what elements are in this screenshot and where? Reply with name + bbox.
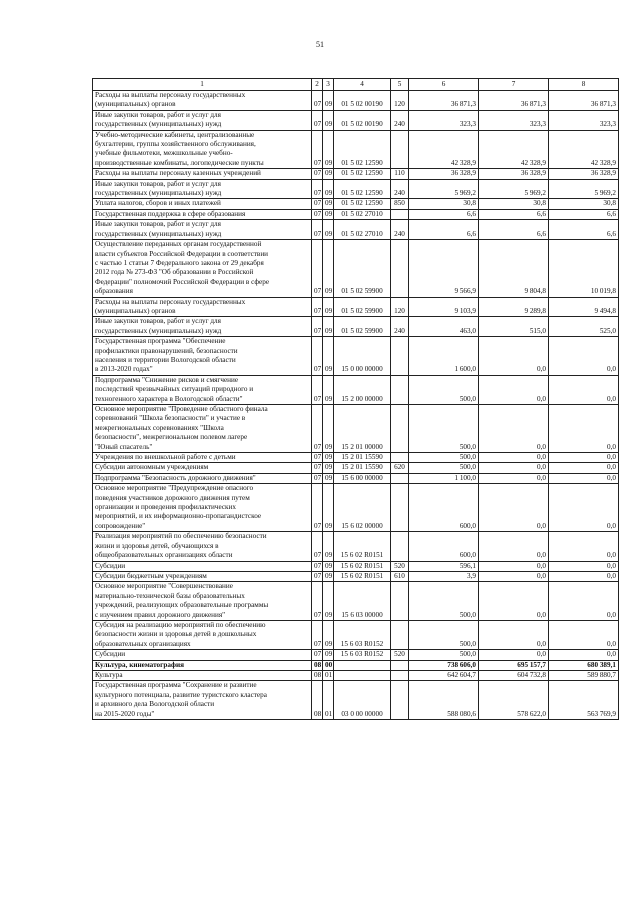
section-code: 07: [312, 453, 323, 463]
amount-year-2: 0,0: [479, 650, 549, 660]
expense-type-code: [391, 681, 409, 720]
amount-year-2: 6,6: [479, 209, 549, 219]
expense-type-code: 520: [391, 561, 409, 571]
subsection-code: 09: [323, 337, 334, 376]
amount-year-2: 578 622,0: [479, 681, 549, 720]
target-article-code: 01 5 02 27010: [334, 209, 391, 219]
target-article-code: [334, 660, 391, 670]
expense-type-code: 240: [391, 179, 409, 199]
expense-type-code: [391, 240, 409, 297]
row-name: Уплата налогов, сборов и иных платежей: [93, 199, 312, 209]
section-code: 08: [312, 660, 323, 670]
section-code: 07: [312, 473, 323, 483]
row-name: Иные закупки товаров, работ и услуг для государственных (муниципальных) нужд: [93, 317, 312, 337]
amount-year-1: 600,0: [409, 532, 479, 561]
amount-year-3: 589 880,7: [549, 670, 619, 680]
row-name: Субсидии автономным учреждениям: [93, 463, 312, 473]
amount-year-3: 0,0: [549, 375, 619, 404]
subsection-code: 09: [323, 484, 334, 532]
target-article-code: 15 6 02 00000: [334, 484, 391, 532]
target-article-code: 15 2 01 00000: [334, 405, 391, 453]
subsection-code: 09: [323, 179, 334, 199]
amount-year-3: 42 328,9: [549, 130, 619, 169]
amount-year-1: 6,6: [409, 209, 479, 219]
header-row: [93, 79, 619, 91]
target-article-code: 01 5 02 27010: [334, 220, 391, 240]
amount-year-3: 525,0: [549, 317, 619, 337]
amount-year-1: 500,0: [409, 620, 479, 649]
section-code: 08: [312, 681, 323, 720]
amount-year-2: 0,0: [479, 337, 549, 376]
section-code: 07: [312, 169, 323, 179]
row-name: Расходы на выплаты персоналу государственных (муниципальных) органов: [93, 91, 312, 111]
amount-year-2: 30,8: [479, 199, 549, 209]
target-article-code: 15 2 01 15590: [334, 453, 391, 463]
section-code: 07: [312, 582, 323, 621]
subsection-code: 01: [323, 670, 334, 680]
section-code: 07: [312, 317, 323, 337]
table-row: [93, 532, 619, 561]
subsection-code: 09: [323, 110, 334, 130]
amount-year-1: 500,0: [409, 405, 479, 453]
subsection-code: 09: [323, 297, 334, 317]
subsection-code: 09: [323, 317, 334, 337]
table-row: [93, 561, 619, 571]
amount-year-1: 42 328,9: [409, 130, 479, 169]
section-code: 07: [312, 571, 323, 581]
table-row: [93, 169, 619, 179]
amount-year-1: 642 604,7: [409, 670, 479, 680]
expense-type-code: [391, 337, 409, 376]
section-code: 07: [312, 405, 323, 453]
row-name: Основное мероприятие "Предупреждение опасного поведения участников дорожного движения путем организации и проведения профилактических мероприятий, и их информационно-пропагандистское сопровождение": [93, 484, 312, 532]
subsection-code: 00: [323, 660, 334, 670]
section-code: 07: [312, 297, 323, 317]
row-name: Субсидия на реализацию мероприятий по обеспечению безопасности жизни и здоровья детей в дошкольных образовательных организациях: [93, 620, 312, 649]
expense-type-code: [391, 375, 409, 404]
page-number: 51: [316, 40, 324, 49]
amount-year-1: 1 100,0: [409, 473, 479, 483]
row-name: Реализация мероприятий по обеспечению безопасности жизни и здоровья детей, обучающихся в общеобразовательных организациях области: [93, 532, 312, 561]
amount-year-3: 563 769,9: [549, 681, 619, 720]
column-header: 2: [312, 79, 323, 91]
target-article-code: 15 6 02 R0151: [334, 532, 391, 561]
expense-type-code: [391, 620, 409, 649]
section-code: 07: [312, 532, 323, 561]
target-article-code: 15 2 00 00000: [334, 375, 391, 404]
table-row: [93, 199, 619, 209]
amount-year-1: 738 606,0: [409, 660, 479, 670]
table-row: [93, 337, 619, 376]
table-row: [93, 620, 619, 649]
section-code: 07: [312, 130, 323, 169]
table-row: [93, 375, 619, 404]
amount-year-2: 6,6: [479, 220, 549, 240]
amount-year-3: 6,6: [549, 220, 619, 240]
amount-year-2: 36 871,3: [479, 91, 549, 111]
subsection-code: 09: [323, 130, 334, 169]
target-article-code: 15 0 00 00000: [334, 337, 391, 376]
amount-year-2: 695 157,7: [479, 660, 549, 670]
section-code: 08: [312, 670, 323, 680]
subsection-code: 09: [323, 453, 334, 463]
table-row: [93, 463, 619, 473]
amount-year-3: 5 969,2: [549, 179, 619, 199]
row-name: Иные закупки товаров, работ и услуг для государственных (муниципальных) нужд: [93, 220, 312, 240]
row-name: Основное мероприятие "Проведение областного финала соревнований "Школа безопасности" и участие в межрегиональных соревнованиях "Школа безопасности", межрегиональном полевом лагере "Юный спасатель": [93, 405, 312, 453]
amount-year-2: 0,0: [479, 375, 549, 404]
target-article-code: 03 0 00 00000: [334, 681, 391, 720]
amount-year-1: 30,8: [409, 199, 479, 209]
table-row: [93, 297, 619, 317]
target-article-code: 01 5 02 12590: [334, 130, 391, 169]
subsection-code: 09: [323, 240, 334, 297]
expense-type-code: 240: [391, 220, 409, 240]
column-header: 1: [93, 79, 312, 91]
table-row: [93, 110, 619, 130]
row-name: Расходы на выплаты персоналу государственных (муниципальных) органов: [93, 297, 312, 317]
section-code: 07: [312, 484, 323, 532]
section-code: 07: [312, 240, 323, 297]
table-row: [93, 91, 619, 111]
table-row: [93, 179, 619, 199]
row-name: Государственная программа "Сохранение и развитие культурного потенциала, развитие туристского кластера и архивного дела Вологодской области на 2015-2020 годы": [93, 681, 312, 720]
section-code: 07: [312, 220, 323, 240]
table-row: [93, 484, 619, 532]
expense-type-code: 620: [391, 463, 409, 473]
section-code: 07: [312, 620, 323, 649]
column-header: 8: [549, 79, 619, 91]
target-article-code: 15 2 01 15590: [334, 463, 391, 473]
section-code: 07: [312, 209, 323, 219]
amount-year-2: 604 732,8: [479, 670, 549, 680]
amount-year-1: 500,0: [409, 582, 479, 621]
amount-year-1: 500,0: [409, 650, 479, 660]
amount-year-1: 596,1: [409, 561, 479, 571]
amount-year-2: 323,3: [479, 110, 549, 130]
row-name: Государственная поддержка в сфере образования: [93, 209, 312, 219]
table-row: [93, 571, 619, 581]
column-header: 4: [334, 79, 391, 91]
amount-year-1: 500,0: [409, 453, 479, 463]
amount-year-3: 0,0: [549, 650, 619, 660]
amount-year-3: 323,3: [549, 110, 619, 130]
table-row: [93, 681, 619, 720]
row-name: Субсидии: [93, 561, 312, 571]
amount-year-2: 0,0: [479, 582, 549, 621]
expense-type-code: 610: [391, 571, 409, 581]
table-row: [93, 670, 619, 680]
amount-year-2: 0,0: [479, 453, 549, 463]
subsection-code: 09: [323, 620, 334, 649]
amount-year-2: 5 969,2: [479, 179, 549, 199]
subsection-code: 09: [323, 561, 334, 571]
table-row: [93, 240, 619, 297]
amount-year-3: 0,0: [549, 463, 619, 473]
expense-type-code: [391, 453, 409, 463]
table-row: [93, 220, 619, 240]
target-article-code: 01 5 02 59900: [334, 297, 391, 317]
amount-year-3: 0,0: [549, 473, 619, 483]
amount-year-3: 10 019,8: [549, 240, 619, 297]
expense-type-code: [391, 405, 409, 453]
amount-year-3: 9 494,8: [549, 297, 619, 317]
column-header: 3: [323, 79, 334, 91]
expense-type-code: 240: [391, 317, 409, 337]
subsection-code: 09: [323, 582, 334, 621]
target-article-code: [334, 670, 391, 680]
subsection-code: 01: [323, 681, 334, 720]
amount-year-2: 515,0: [479, 317, 549, 337]
row-name: Учебно-методические кабинеты, централизованные бухгалтерии, группы хозяйственного обслуживания, учебные фильмотеки, межшкольные учебно- производственные комбинаты, логопедические пункты: [93, 130, 312, 169]
row-name: Субсидии бюджетным учреждениям: [93, 571, 312, 581]
row-name: Культура: [93, 670, 312, 680]
subsection-code: 09: [323, 375, 334, 404]
section-code: 07: [312, 463, 323, 473]
section-code: 07: [312, 337, 323, 376]
amount-year-2: 0,0: [479, 571, 549, 581]
subsection-code: 09: [323, 473, 334, 483]
row-name: Подпрограмма "Безопасность дорожного движения": [93, 473, 312, 483]
amount-year-3: 0,0: [549, 571, 619, 581]
subsection-code: 09: [323, 463, 334, 473]
amount-year-2: 0,0: [479, 620, 549, 649]
amount-year-1: 6,6: [409, 220, 479, 240]
target-article-code: 15 6 02 R0151: [334, 571, 391, 581]
expense-type-code: [391, 209, 409, 219]
amount-year-2: 0,0: [479, 473, 549, 483]
row-name: Осуществление переданных органам государственной власти субъектов Российской Федерации в соответствии с частью 1 статьи 7 Федерального закона от 29 декабря 2012 года № 273-ФЗ "Об образовании в Российской Федерации" полномочий Российской Федерации в сфере образования: [93, 240, 312, 297]
subsection-code: 09: [323, 650, 334, 660]
subsection-code: 09: [323, 209, 334, 219]
amount-year-3: 36 328,9: [549, 169, 619, 179]
table-row: [93, 209, 619, 219]
expense-type-code: [391, 532, 409, 561]
section-code: 07: [312, 650, 323, 660]
subsection-code: 09: [323, 220, 334, 240]
amount-year-2: 0,0: [479, 463, 549, 473]
amount-year-1: 600,0: [409, 484, 479, 532]
row-name: Иные закупки товаров, работ и услуг для государственных (муниципальных) нужд: [93, 179, 312, 199]
table-row: [93, 130, 619, 169]
expense-type-code: 240: [391, 110, 409, 130]
expense-type-code: [391, 582, 409, 621]
amount-year-1: 9 103,9: [409, 297, 479, 317]
amount-year-2: 0,0: [479, 561, 549, 571]
budget-table: [92, 78, 619, 720]
amount-year-2: 9 289,8: [479, 297, 549, 317]
table-row: [93, 453, 619, 463]
amount-year-3: 36 871,3: [549, 91, 619, 111]
amount-year-1: 588 080,6: [409, 681, 479, 720]
expense-type-code: 850: [391, 199, 409, 209]
amount-year-3: 0,0: [549, 405, 619, 453]
amount-year-1: 500,0: [409, 463, 479, 473]
amount-year-3: 0,0: [549, 561, 619, 571]
table-row: [93, 317, 619, 337]
target-article-code: 01 5 02 12590: [334, 169, 391, 179]
expense-type-code: [391, 670, 409, 680]
target-article-code: 01 5 02 59900: [334, 317, 391, 337]
expense-type-code: 120: [391, 91, 409, 111]
amount-year-3: 0,0: [549, 532, 619, 561]
expense-type-code: 120: [391, 297, 409, 317]
amount-year-1: 9 566,9: [409, 240, 479, 297]
subsection-code: 09: [323, 571, 334, 581]
subsection-code: 09: [323, 532, 334, 561]
amount-year-3: 6,6: [549, 209, 619, 219]
target-article-code: 15 6 03 R0152: [334, 650, 391, 660]
column-header: 6: [409, 79, 479, 91]
amount-year-1: 1 600,0: [409, 337, 479, 376]
subsection-code: 09: [323, 169, 334, 179]
amount-year-2: 0,0: [479, 405, 549, 453]
amount-year-3: 30,8: [549, 199, 619, 209]
amount-year-2: 0,0: [479, 532, 549, 561]
amount-year-1: 463,0: [409, 317, 479, 337]
section-code: 07: [312, 199, 323, 209]
amount-year-3: 0,0: [549, 620, 619, 649]
amount-year-1: 3,9: [409, 571, 479, 581]
row-name: Государственная программа "Обеспечение профилактики правонарушений, безопасности населения и территории Вологодской области в 2013-2020 годах": [93, 337, 312, 376]
subsection-code: 09: [323, 405, 334, 453]
section-code: 07: [312, 91, 323, 111]
table-row: [93, 582, 619, 621]
expense-type-code: 520: [391, 650, 409, 660]
table-row: [93, 405, 619, 453]
target-article-code: 15 6 00 00000: [334, 473, 391, 483]
expense-type-code: 110: [391, 169, 409, 179]
expense-type-code: [391, 473, 409, 483]
amount-year-2: 9 804,8: [479, 240, 549, 297]
expense-type-code: [391, 484, 409, 532]
section-code: 07: [312, 110, 323, 130]
amount-year-2: 42 328,9: [479, 130, 549, 169]
target-article-code: 01 5 02 00190: [334, 110, 391, 130]
table-row: [93, 473, 619, 483]
target-article-code: 15 6 03 00000: [334, 582, 391, 621]
amount-year-3: 0,0: [549, 453, 619, 463]
row-name: Культура, кинематография: [93, 660, 312, 670]
section-code: 07: [312, 561, 323, 571]
amount-year-1: 36 871,3: [409, 91, 479, 111]
section-code: 07: [312, 179, 323, 199]
target-article-code: 01 5 02 59900: [334, 240, 391, 297]
amount-year-2: 36 328,9: [479, 169, 549, 179]
amount-year-1: 323,3: [409, 110, 479, 130]
expense-type-code: [391, 130, 409, 169]
subsection-code: 09: [323, 199, 334, 209]
amount-year-3: 0,0: [549, 484, 619, 532]
row-name: Подпрограмма "Снижение рисков и смягчение последствий чрезвычайных ситуаций природного и техногенного характера в Вологодской области": [93, 375, 312, 404]
row-name: Субсидии: [93, 650, 312, 660]
row-name: Учреждения по внешкольной работе с детьми: [93, 453, 312, 463]
expense-type-code: [391, 660, 409, 670]
table-row: [93, 650, 619, 660]
amount-year-1: 36 328,9: [409, 169, 479, 179]
section-code: 07: [312, 375, 323, 404]
column-header: 5: [391, 79, 409, 91]
amount-year-2: 0,0: [479, 484, 549, 532]
table-row: [93, 660, 619, 670]
row-name: Расходы на выплаты персоналу казенных учреждений: [93, 169, 312, 179]
row-name: Основное мероприятие "Совершенствование материально-технической базы образовательных учреждений, реализующих образовательные программы с изучением правил дорожного движения": [93, 582, 312, 621]
target-article-code: 15 6 02 R0151: [334, 561, 391, 571]
amount-year-1: 500,0: [409, 375, 479, 404]
amount-year-3: 0,0: [549, 582, 619, 621]
target-article-code: 01 5 02 00190: [334, 91, 391, 111]
target-article-code: 15 6 03 R0152: [334, 620, 391, 649]
amount-year-1: 5 969,2: [409, 179, 479, 199]
column-header: 7: [479, 79, 549, 91]
target-article-code: 01 5 02 12590: [334, 179, 391, 199]
target-article-code: 01 5 02 12590: [334, 199, 391, 209]
amount-year-3: 680 389,1: [549, 660, 619, 670]
subsection-code: 09: [323, 91, 334, 111]
amount-year-3: 0,0: [549, 337, 619, 376]
row-name: Иные закупки товаров, работ и услуг для государственных (муниципальных) нужд: [93, 110, 312, 130]
